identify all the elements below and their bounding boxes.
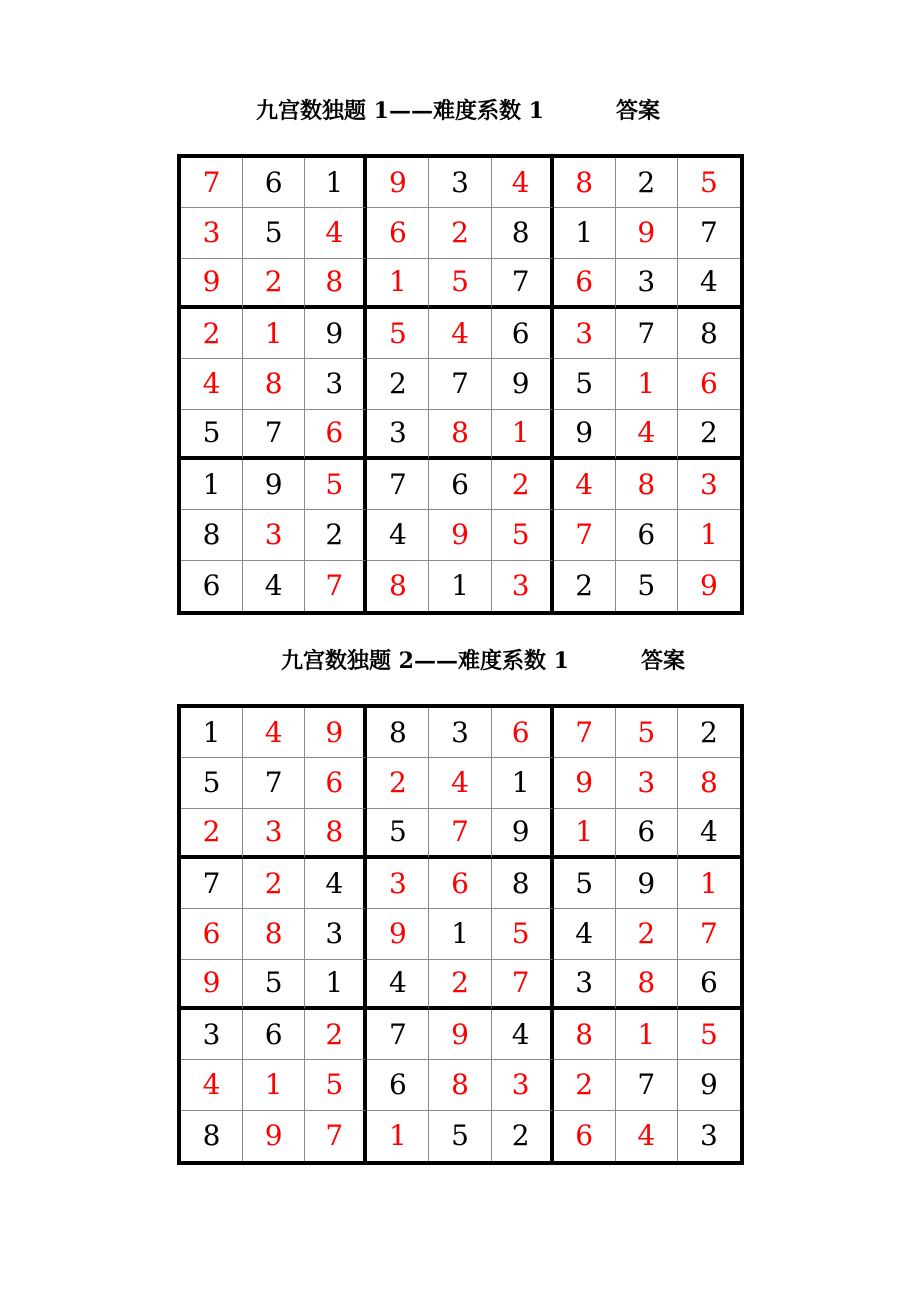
sudoku-cell: 5 [305,460,367,510]
sudoku-cell: 6 [181,561,243,611]
sudoku-cell: 1 [181,460,243,510]
sudoku-cell: 9 [243,1111,305,1161]
sudoku-cell: 1 [305,960,367,1010]
sudoku-cell: 5 [554,859,616,909]
sudoku-cell: 5 [678,1010,740,1060]
sudoku-cell: 3 [429,158,491,208]
sudoku-cell: 8 [429,1060,491,1110]
sudoku-cell: 6 [554,1111,616,1161]
sudoku-cell: 8 [492,859,554,909]
sudoku-cell: 9 [367,909,429,959]
sudoku-cell: 4 [243,708,305,758]
sudoku-cell: 6 [492,708,554,758]
sudoku-cell: 9 [492,809,554,859]
puzzle-1-title [0,91,920,131]
sudoku-cell: 2 [616,158,678,208]
sudoku-cell: 3 [616,259,678,309]
sudoku-cell: 3 [305,359,367,409]
sudoku-cell: 4 [554,460,616,510]
sudoku-cell: 2 [678,410,740,460]
sudoku-cell: 6 [429,460,491,510]
sudoku-cell: 1 [367,259,429,309]
sudoku-cell: 4 [367,960,429,1010]
sudoku-cell: 7 [492,960,554,1010]
sudoku-cell: 4 [429,758,491,808]
sudoku-cell: 2 [181,809,243,859]
sudoku-cell: 1 [678,859,740,909]
sudoku-cell: 6 [554,259,616,309]
sudoku-cell: 4 [181,359,243,409]
sudoku-cell: 1 [492,758,554,808]
sudoku-cell: 1 [678,510,740,560]
sudoku-cell: 1 [181,708,243,758]
sudoku-cell: 8 [305,259,367,309]
sudoku-cell: 9 [305,309,367,359]
puzzle-1-title-text: 九宫数独题 1——难度系数 1 [256,98,544,124]
sudoku-cell: 1 [243,309,305,359]
sudoku-cell: 3 [181,208,243,258]
sudoku-cell: 3 [700,1119,718,1153]
sudoku-cell: 2 [429,208,491,258]
sudoku-cell: 7 [243,758,305,808]
sudoku-cell: 4 [243,561,305,611]
sudoku-cell: 6 [181,909,243,959]
sudoku-cell: 5 [616,561,678,611]
sudoku-cell: 4 [305,859,367,909]
sudoku-cell: 3 [554,309,616,359]
sudoku-cell: 4 [181,1060,243,1110]
sudoku-cell: 7 [181,158,243,208]
sudoku-cell: 3 [367,410,429,460]
sudoku-cell: 8 [367,561,429,611]
puzzle-2-title [0,641,920,681]
sudoku-grid-2 [177,704,744,1165]
sudoku-cell: 4 [678,259,740,309]
sudoku-cell: 9 [554,410,616,460]
sudoku-cell: 5 [243,960,305,1010]
sudoku-cell: 3 [367,859,429,909]
sudoku-cell: 5 [181,410,243,460]
sudoku-cell: 3 [429,708,491,758]
puzzle-2-title-text: 九宫数独题 2——难度系数 1 [281,648,569,674]
sudoku-cell: 9 [554,758,616,808]
sudoku-cell: 9 [616,859,678,909]
sudoku-cell: 8 [243,909,305,959]
sudoku-cell: 2 [367,758,429,808]
sudoku-cell: 2 [243,259,305,309]
sudoku-cell: 4 [492,158,554,208]
sudoku-cell: 4 [305,208,367,258]
sudoku-cell: 2 [554,561,616,611]
sudoku-cell: 1 [616,359,678,409]
sudoku-cell: 4 [367,510,429,560]
sudoku-cell: 7 [678,909,740,959]
sudoku-cell: 7 [492,259,554,309]
sudoku-cell: 9 [429,1010,491,1060]
sudoku-cell: 8 [616,460,678,510]
sudoku-cell: 7 [678,208,740,258]
sudoku-cell: 1 [429,909,491,959]
sudoku-cell: 5 [678,158,740,208]
sudoku-cell: 7 [554,708,616,758]
sudoku-cell: 2 [492,1111,554,1161]
sudoku-cell: 3 [305,909,367,959]
sudoku-cell: 2 [429,960,491,1010]
sudoku-cell: 5 [554,359,616,409]
sudoku-cell: 8 [616,960,678,1010]
sudoku-cell: 8 [554,158,616,208]
sudoku-cell: 5 [243,208,305,258]
sudoku-cell: 4 [554,909,616,959]
sudoku-cell: 5 [429,1111,491,1161]
sudoku-grid-1 [177,154,744,615]
sudoku-cell: 3 [554,960,616,1010]
sudoku-cell: 6 [305,758,367,808]
sudoku-cell: 1 [243,1060,305,1110]
sudoku-cell: 3 [181,1010,243,1060]
sudoku-cell: 8 [305,809,367,859]
sudoku-cell: 2 [492,460,554,510]
sudoku-cell: 3 [243,510,305,560]
sudoku-cell: 9 [181,960,243,1010]
sudoku-cell: 2 [243,859,305,909]
puzzle-2-answer-label: 答案 [641,648,686,674]
sudoku-cell: 7 [305,1111,367,1161]
sudoku-cell: 8 [678,758,740,808]
sudoku-cell: 3 [616,758,678,808]
sudoku-cell: 7 [616,1060,678,1110]
sudoku-cell: 5 [429,259,491,309]
sudoku-cell: 2 [305,510,367,560]
sudoku-cell: 6 [243,158,305,208]
sudoku-cell: 2 [367,359,429,409]
sudoku-cell: 2 [678,708,740,758]
sudoku-cell: 6 [492,309,554,359]
sudoku-cell: 1 [429,561,491,611]
sudoku-cell: 1 [554,208,616,258]
sudoku-cell: 8 [181,510,243,560]
sudoku-cell: 7 [181,859,243,909]
sudoku-cell: 7 [243,410,305,460]
sudoku-cell: 7 [367,460,429,510]
sudoku-cell: 9 [616,208,678,258]
sudoku-cell: 2 [181,309,243,359]
sudoku-cell: 3 [678,460,740,510]
sudoku-cell: 6 [429,859,491,909]
sudoku-cell: 7 [616,309,678,359]
puzzle-1-answer-label: 答案 [616,98,661,124]
sudoku-cell: 6 [243,1010,305,1060]
sudoku-cell: 5 [367,309,429,359]
sudoku-cell: 7 [305,561,367,611]
sudoku-cell: 5 [616,708,678,758]
sudoku-cell: 6 [305,410,367,460]
sudoku-cell: 4 [429,309,491,359]
sudoku-cell: 9 [181,259,243,309]
sudoku-cell: 4 [492,1010,554,1060]
sudoku-cell: 8 [367,708,429,758]
sudoku-cell: 7 [554,510,616,560]
sudoku-cell: 4 [616,1111,678,1161]
sudoku-cell: 6 [616,510,678,560]
sudoku-cell: 1 [616,1010,678,1060]
sudoku-cell: 9 [700,569,718,603]
sudoku-cell: 9 [678,1060,740,1110]
sudoku-cell: 6 [678,960,740,1010]
sudoku-cell: 8 [492,208,554,258]
sudoku-cell: 2 [616,909,678,959]
sudoku-cell: 1 [367,1111,429,1161]
sudoku-cell: 5 [492,909,554,959]
sudoku-cell: 9 [492,359,554,409]
sudoku-cell: 7 [429,359,491,409]
sudoku-cell: 5 [367,809,429,859]
sudoku-cell: 7 [429,809,491,859]
sudoku-cell: 7 [367,1010,429,1060]
sudoku-cell: 9 [367,158,429,208]
sudoku-cell: 8 [554,1010,616,1060]
sudoku-cell: 8 [243,359,305,409]
sudoku-cell: 6 [367,208,429,258]
sudoku-cell: 8 [678,309,740,359]
sudoku-cell: 1 [492,410,554,460]
sudoku-cell: 9 [305,708,367,758]
sudoku-cell: 5 [181,758,243,808]
sudoku-cell: 2 [554,1060,616,1110]
sudoku-cell: 3 [492,1060,554,1110]
sudoku-cell: 6 [678,359,740,409]
sudoku-cell: 6 [367,1060,429,1110]
sudoku-cell: 8 [181,1111,243,1161]
sudoku-cell: 6 [616,809,678,859]
sudoku-cell: 1 [554,809,616,859]
sudoku-cell: 9 [243,460,305,510]
sudoku-cell: 4 [678,809,740,859]
sudoku-cell: 1 [305,158,367,208]
sudoku-cell: 5 [492,510,554,560]
sudoku-cell: 4 [616,410,678,460]
sudoku-cell: 8 [429,410,491,460]
sudoku-cell: 3 [243,809,305,859]
sudoku-cell: 9 [429,510,491,560]
sudoku-cell: 2 [305,1010,367,1060]
sudoku-cell: 5 [305,1060,367,1110]
sudoku-cell: 3 [492,561,554,611]
